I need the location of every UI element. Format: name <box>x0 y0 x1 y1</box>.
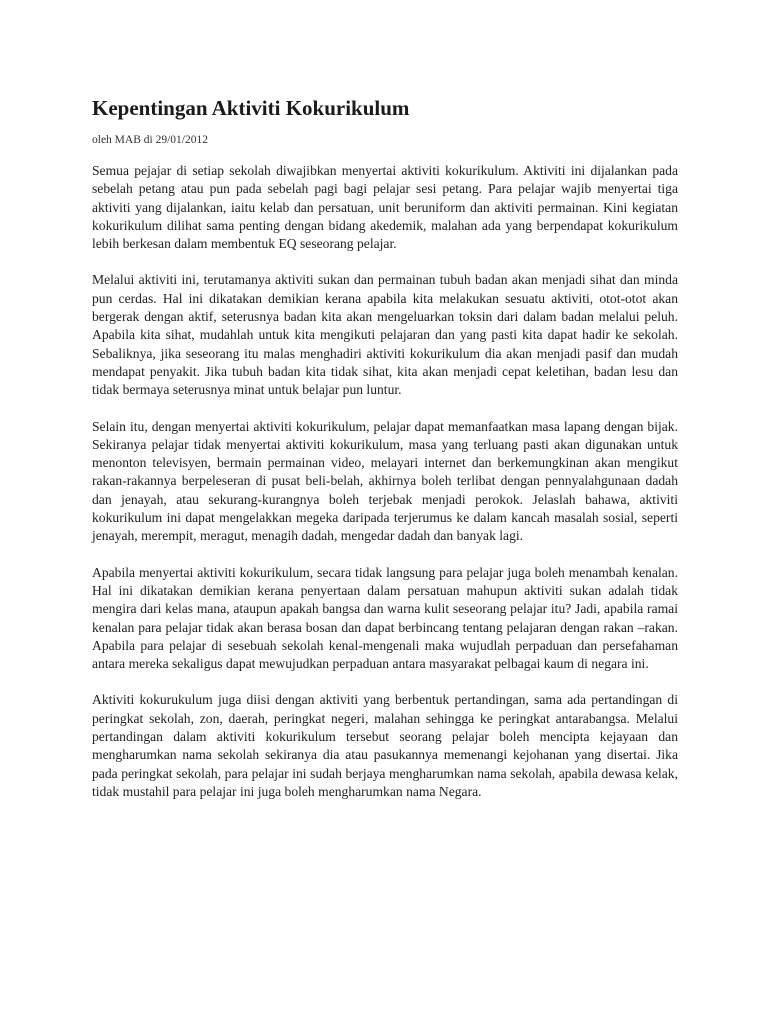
article-paragraph: Apabila menyertai aktiviti kokurikulum, secara tidak langsung para pelajar juga boleh menambah kenalan. Hal ini dikatakan demikian kerana penyertaan dalam persatuan mahupun aktiviti sukan adalah tidak mengira dari kelas mana, ataupun apakah bangsa dan warna kulit seseorang pelajar itu? Jadi, apabila ramai kenalan para pelajar tidak akan berasa bosan dan dapat berbincang tentang pelajaran dengan rakan –rakan. Apabila para pelajar di sesebuah sekolah kenal-mengenali maka wujudlah perpaduan dan persefahaman antara mereka sekaligus dapat mewujudkan perpaduan antara masyarakat pelbagai kaum di negara ini. <box>92 564 678 672</box>
article-byline: oleh MAB di 29/01/2012 <box>92 134 208 146</box>
article-paragraph: Melalui aktiviti ini, terutamanya aktiviti sukan dan permainan tubuh badan akan menjadi sihat dan minda pun cerdas. Hal ini dikatakan demikian kerana apabila kita melakukan sesuatu aktiviti, otot-otot akan bergerak dengan aktif, seterusnya badan kita akan mengeluarkan toksin dari dalam badan melalui peluh. Apabila kita sihat, mudahlah untuk kita mengikuti pelajaran dan yang pasti kita dapat hadir ke sekolah. Sebaliknya, jika seseorang itu malas menghadiri aktiviti kokurikulum dia akan menjadi pasif dan mudah mendapat penyakit. Jika tubuh badan kita tidak sihat, kita akan menjadi cepat keletihan, badan lesu dan tidak bermaya seterusnya minat untuk belajar pun luntur. <box>92 272 678 398</box>
article-paragraph: Semua pejajar di setiap sekolah diwajibkan menyertai aktiviti kokurikulum. Aktiviti ini dijalankan pada sebelah petang atau pun pada sebelah pagi bagi pelajar sesi petang. Para pelajar wajib menyertai tiga aktiviti yang dijalankan, iaitu kelab dan persatuan, unit beruniform dan aktiviti permainan. Kini kegiatan kokurikulum dilihat sama penting dengan bidang akedemik, malahan ada yang berpendapat kokurikulum lebih berkesan dalam membentuk EQ seseorang pelajar. <box>92 163 678 252</box>
article-paragraph: Aktiviti kokurukulum juga diisi dengan aktiviti yang berbentuk pertandingan, sama ada pertandingan di peringkat sekolah, zon, daerah, peringkat negeri, malahan sehingga ke peringkat antarabangsa. Melalui pertandingan dalam aktiviti kokurikulum tersebut seorang pelajar boleh mencipta kejayaan dan mengharumkan nama sekolah sekiranya dia atau pasukannya memenangi kejohanan yang disertai. Jika pada peringkat sekolah, para pelajar ini sudah berjaya mengharumkan nama sekolah, apabila dewasa kelak, tidak mustahil para pelajar ini juga boleh mengharumkan nama Negara. <box>92 692 678 799</box>
article-paragraph: Selain itu, dengan menyertai aktiviti kokurikulum, pelajar dapat memanfaatkan masa lapang dengan bijak. Sekiranya pelajar tidak menyertai aktiviti kokurikulum, masa yang terluang pasti akan digunakan untuk menonton televisyen, bermain permainan video, melayari internet dan berkemungkinan akan mengikut rakan-rakannya berpeleseran di pusat beli-belah, akhirnya boleh terlibat dengan pennyalahgunaan dadah dan jenayah, atau sekurang-kurangnya boleh terjebak menjadi perokok. Jelaslah bahawa, aktiviti kokurikulum ini dapat mengelakkan megeka daripada terjerumus ke dalam kancah masalah sosial, seperti jenayah, merempit, meragut, menagih dadah, mengedar dadah dan banyak lagi. <box>92 418 678 544</box>
article-title: Kepentingan Aktiviti Kokurikulum <box>92 96 410 120</box>
article <box>92 94 678 801</box>
